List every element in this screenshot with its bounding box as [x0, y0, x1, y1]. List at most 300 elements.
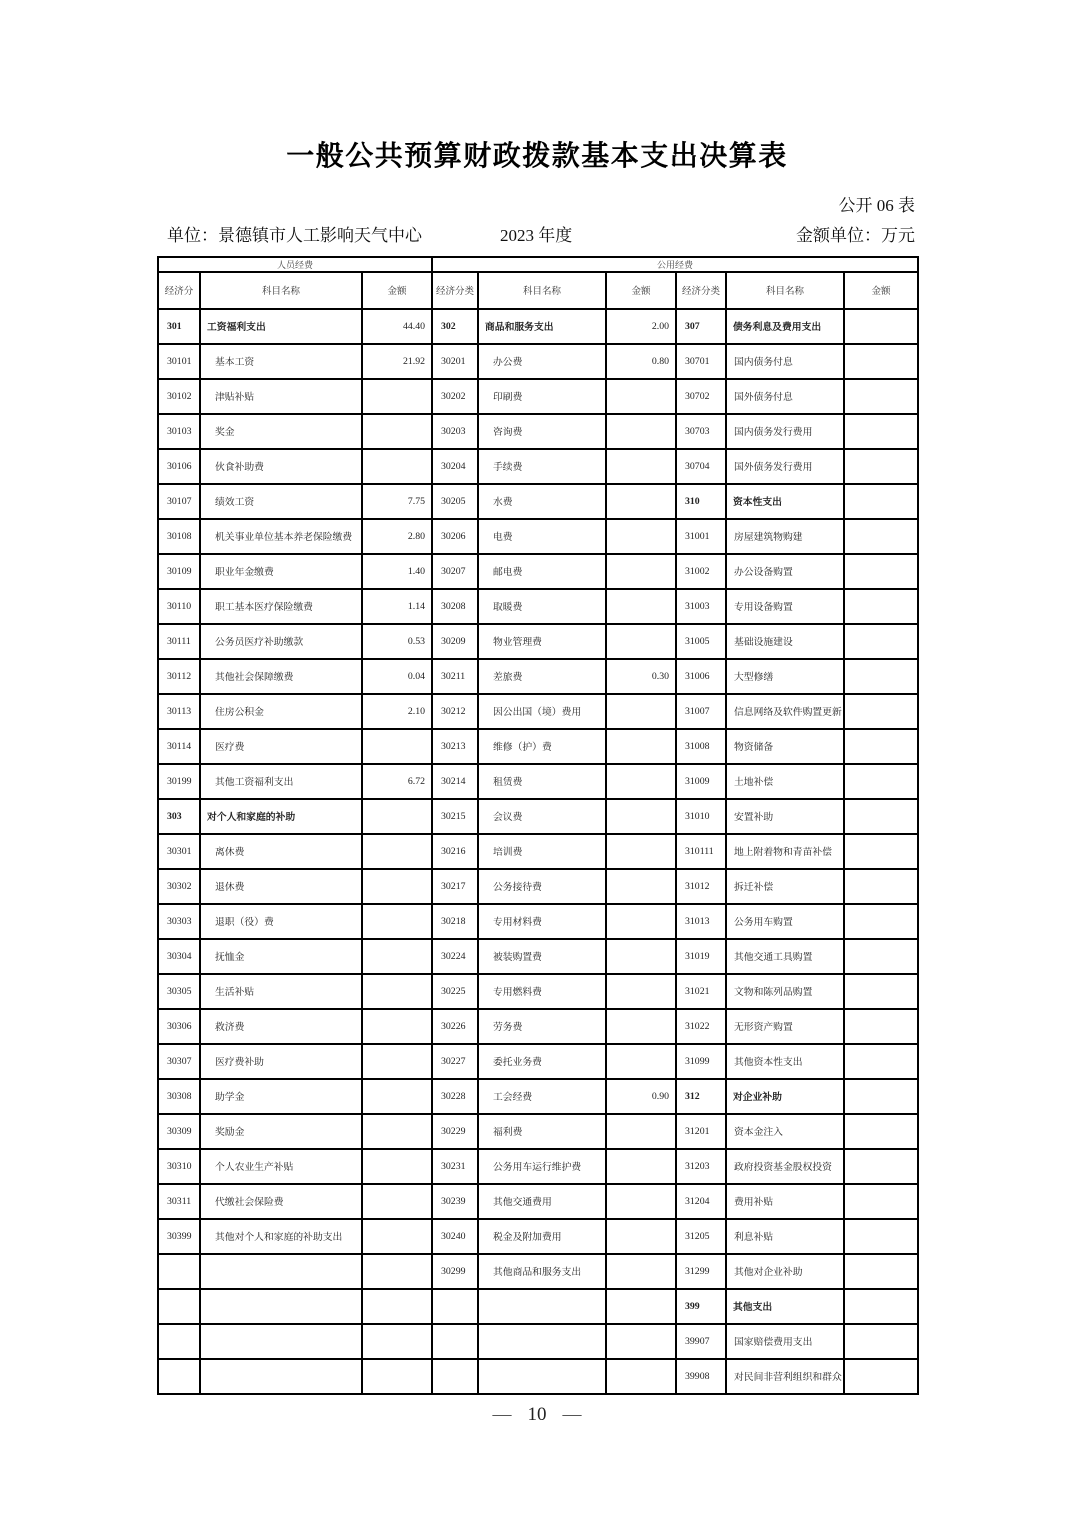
table-row	[158, 519, 918, 554]
amount-cell	[844, 1044, 918, 1079]
econ-class-code-cell: 30305	[158, 974, 200, 1009]
amount-cell	[362, 379, 432, 414]
econ-class-code-cell: 30307	[158, 1044, 200, 1079]
amount-cell	[362, 1254, 432, 1289]
table-row	[158, 1324, 918, 1359]
amount-cell	[844, 1254, 918, 1289]
subject-name-cell: 费用补贴	[726, 1184, 844, 1219]
subject-name-cell: 被装购置费	[478, 939, 606, 974]
amount-cell	[362, 1114, 432, 1149]
econ-class-code-cell: 302	[432, 309, 478, 344]
econ-class-code-cell	[158, 1254, 200, 1289]
amount-cell	[606, 379, 676, 414]
econ-class-code-cell: 30240	[432, 1219, 478, 1254]
subject-name-cell: 无形资产购置	[726, 1009, 844, 1044]
subject-name-cell: 住房公积金	[200, 694, 362, 729]
subject-name-cell	[200, 1359, 362, 1394]
subject-name-cell: 伙食补助费	[200, 449, 362, 484]
econ-class-code-cell: 30101	[158, 344, 200, 379]
amount-cell	[844, 869, 918, 904]
amount-cell	[606, 1324, 676, 1359]
unit-label: 单位：景德镇市人工影响天气中心	[167, 225, 422, 245]
econ-class-code-cell: 31204	[676, 1184, 726, 1219]
subject-name-cell: 其他资本性支出	[726, 1044, 844, 1079]
table-row	[158, 449, 918, 484]
econ-class-code-cell: 30102	[158, 379, 200, 414]
page-number-value: 10	[527, 1404, 547, 1425]
page-number-left-dash: —	[492, 1404, 512, 1425]
table-row	[158, 659, 918, 694]
econ-class-code-cell: 31007	[676, 694, 726, 729]
column-header: 科目名称	[478, 272, 606, 309]
amount-cell	[362, 1219, 432, 1254]
table-row	[158, 309, 918, 344]
econ-class-code-cell: 30110	[158, 589, 200, 624]
subject-name-cell: 抚恤金	[200, 939, 362, 974]
group-header-public-funds: 公用经费	[432, 257, 918, 272]
econ-class-code-cell: 30107	[158, 484, 200, 519]
amount-cell	[362, 449, 432, 484]
econ-class-code-cell: 31203	[676, 1149, 726, 1184]
amount-cell	[606, 519, 676, 554]
subject-name-cell: 工会经费	[478, 1079, 606, 1114]
table-row	[158, 904, 918, 939]
subject-name-cell: 奖金	[200, 414, 362, 449]
column-header: 金额	[362, 272, 432, 309]
amount-cell	[606, 764, 676, 799]
amount-cell	[844, 449, 918, 484]
amount-cell	[606, 939, 676, 974]
amount-cell	[362, 869, 432, 904]
subject-name-cell: 电费	[478, 519, 606, 554]
subject-name-cell: 租赁费	[478, 764, 606, 799]
table-row	[158, 1359, 918, 1394]
subject-name-cell: 大型修缮	[726, 659, 844, 694]
econ-class-code-cell: 31003	[676, 589, 726, 624]
amount-cell	[844, 1359, 918, 1394]
econ-class-code-cell: 31021	[676, 974, 726, 1009]
table-row	[158, 974, 918, 1009]
amount-cell	[606, 1359, 676, 1394]
amount-cell	[844, 1114, 918, 1149]
econ-class-code-cell: 310	[676, 484, 726, 519]
table-row	[158, 729, 918, 764]
table-row	[158, 1114, 918, 1149]
amount-cell	[362, 974, 432, 1009]
table-body	[158, 309, 918, 1394]
subject-name-cell: 机关事业单位基本养老保险缴费	[200, 519, 362, 554]
econ-class-code-cell: 31008	[676, 729, 726, 764]
econ-class-code-cell: 30229	[432, 1114, 478, 1149]
subject-name-cell: 政府投资基金股权投资	[726, 1149, 844, 1184]
column-header: 经济分类	[676, 272, 726, 309]
econ-class-code-cell: 30103	[158, 414, 200, 449]
econ-class-code-cell: 30207	[432, 554, 478, 589]
econ-class-code-cell: 310111	[676, 834, 726, 869]
subject-name-cell: 文物和陈列品购置	[726, 974, 844, 1009]
econ-class-code-cell: 312	[676, 1079, 726, 1114]
econ-class-code-cell: 31019	[676, 939, 726, 974]
econ-class-code-cell: 303	[158, 799, 200, 834]
amount-cell	[844, 379, 918, 414]
table-row	[158, 869, 918, 904]
amount-cell: 1.14	[362, 589, 432, 624]
amount-cell	[844, 729, 918, 764]
amount-cell	[844, 309, 918, 344]
econ-class-code-cell: 30203	[432, 414, 478, 449]
column-header: 科目名称	[726, 272, 844, 309]
amount-cell	[606, 1219, 676, 1254]
subject-name-cell: 税金及附加费用	[478, 1219, 606, 1254]
amount-cell	[844, 1149, 918, 1184]
econ-class-code-cell: 30106	[158, 449, 200, 484]
amount-cell	[606, 904, 676, 939]
subject-name-cell: 国内债务发行费用	[726, 414, 844, 449]
subject-name-cell: 拆迁补偿	[726, 869, 844, 904]
table-row	[158, 1079, 918, 1114]
subject-name-cell: 公务用车购置	[726, 904, 844, 939]
amount-cell	[362, 1359, 432, 1394]
subject-name-cell: 代缴社会保险费	[200, 1184, 362, 1219]
table-row	[158, 1254, 918, 1289]
amount-cell	[844, 939, 918, 974]
amount-cell	[844, 589, 918, 624]
amount-cell: 0.80	[606, 344, 676, 379]
subject-name-cell: 专用材料费	[478, 904, 606, 939]
econ-class-code-cell: 30224	[432, 939, 478, 974]
econ-class-code-cell: 399	[676, 1289, 726, 1324]
amount-cell	[362, 834, 432, 869]
amount-cell	[844, 1324, 918, 1359]
amount-cell	[606, 1184, 676, 1219]
column-header: 科目名称	[200, 272, 362, 309]
amount-cell	[606, 799, 676, 834]
subject-name-cell: 其他交通费用	[478, 1184, 606, 1219]
econ-class-code-cell: 30304	[158, 939, 200, 974]
amount-cell	[362, 1079, 432, 1114]
table-head	[158, 257, 918, 309]
group-header-row	[158, 257, 918, 272]
econ-class-code-cell: 30202	[432, 379, 478, 414]
subject-name-cell: 取暖费	[478, 589, 606, 624]
amount-cell	[844, 1289, 918, 1324]
amount-cell	[606, 414, 676, 449]
amount-cell: 2.00	[606, 309, 676, 344]
econ-class-code-cell	[158, 1359, 200, 1394]
subject-name-cell	[478, 1324, 606, 1359]
econ-class-code-cell: 30231	[432, 1149, 478, 1184]
econ-class-code-cell: 31012	[676, 869, 726, 904]
table-row	[158, 624, 918, 659]
subject-name-cell: 生活补贴	[200, 974, 362, 1009]
econ-class-code-cell	[158, 1289, 200, 1324]
subject-name-cell	[200, 1254, 362, 1289]
econ-class-code-cell: 30309	[158, 1114, 200, 1149]
table-row	[158, 1149, 918, 1184]
subject-name-cell: 培训费	[478, 834, 606, 869]
amount-cell	[844, 624, 918, 659]
econ-class-code-cell: 30209	[432, 624, 478, 659]
column-header: 经济分	[158, 272, 200, 309]
subject-name-cell	[200, 1289, 362, 1324]
econ-class-code-cell	[432, 1289, 478, 1324]
subject-name-cell: 其他工资福利支出	[200, 764, 362, 799]
econ-class-code-cell: 30112	[158, 659, 200, 694]
table-row	[158, 589, 918, 624]
econ-class-code-cell: 30308	[158, 1079, 200, 1114]
econ-class-code-cell: 39907	[676, 1324, 726, 1359]
econ-class-code-cell: 31002	[676, 554, 726, 589]
table-row	[158, 1289, 918, 1324]
subject-name-cell: 资本性支出	[726, 484, 844, 519]
page-title: 一般公共预算财政拨款基本支出决算表	[286, 140, 788, 171]
econ-class-code-cell: 30205	[432, 484, 478, 519]
econ-class-code-cell: 30301	[158, 834, 200, 869]
table-row	[158, 344, 918, 379]
subject-name-cell: 办公费	[478, 344, 606, 379]
subject-name-cell: 手续费	[478, 449, 606, 484]
subject-name-cell: 国外债务付息	[726, 379, 844, 414]
subject-name-cell: 个人农业生产补贴	[200, 1149, 362, 1184]
subject-name-cell: 因公出国（境）费用	[478, 694, 606, 729]
column-header: 经济分类	[432, 272, 478, 309]
econ-class-code-cell: 30306	[158, 1009, 200, 1044]
econ-class-code-cell: 31005	[676, 624, 726, 659]
group-header-personnel-funds: 人员经费	[158, 257, 432, 272]
amount-cell	[362, 1289, 432, 1324]
subject-name-cell: 救济费	[200, 1009, 362, 1044]
table-row	[158, 834, 918, 869]
econ-class-code-cell: 30214	[432, 764, 478, 799]
amount-cell	[844, 484, 918, 519]
subject-name-cell: 福利费	[478, 1114, 606, 1149]
subject-name-cell: 土地补偿	[726, 764, 844, 799]
subject-name-cell: 奖励金	[200, 1114, 362, 1149]
subject-name-cell: 维修（护）费	[478, 729, 606, 764]
subject-name-cell: 退休费	[200, 869, 362, 904]
table-row	[158, 1184, 918, 1219]
subject-name-cell: 委托业务费	[478, 1044, 606, 1079]
econ-class-code-cell: 30201	[432, 344, 478, 379]
econ-class-code-cell: 30215	[432, 799, 478, 834]
amount-cell	[362, 799, 432, 834]
subject-name-cell: 对企业补助	[726, 1079, 844, 1114]
subject-name-cell: 医疗费	[200, 729, 362, 764]
subject-name-cell: 对个人和家庭的补助	[200, 799, 362, 834]
econ-class-code-cell: 30109	[158, 554, 200, 589]
amount-cell	[362, 904, 432, 939]
econ-class-code-cell: 30227	[432, 1044, 478, 1079]
subject-name-cell: 医疗费补助	[200, 1044, 362, 1079]
econ-class-code-cell: 30225	[432, 974, 478, 1009]
subject-name-cell: 其他支出	[726, 1289, 844, 1324]
subject-name-cell: 国外债务发行费用	[726, 449, 844, 484]
table-row	[158, 484, 918, 519]
econ-class-code-cell: 30310	[158, 1149, 200, 1184]
table-row	[158, 764, 918, 799]
econ-class-code-cell: 30208	[432, 589, 478, 624]
amount-cell	[844, 834, 918, 869]
subject-name-cell: 印刷费	[478, 379, 606, 414]
amount-cell: 0.04	[362, 659, 432, 694]
econ-class-code-cell: 30299	[432, 1254, 478, 1289]
table-row	[158, 1219, 918, 1254]
amount-cell: 0.90	[606, 1079, 676, 1114]
page-number-right-dash: —	[562, 1404, 582, 1425]
subject-name-cell: 其他交通工具购置	[726, 939, 844, 974]
amount-cell	[606, 624, 676, 659]
subject-name-cell: 差旅费	[478, 659, 606, 694]
table-row	[158, 939, 918, 974]
subject-name-cell: 水费	[478, 484, 606, 519]
subject-name-cell: 安置补助	[726, 799, 844, 834]
econ-class-code-cell: 30704	[676, 449, 726, 484]
subject-name-cell: 工资福利支出	[200, 309, 362, 344]
econ-class-code-cell: 31001	[676, 519, 726, 554]
econ-class-code-cell: 30702	[676, 379, 726, 414]
econ-class-code-cell: 39908	[676, 1359, 726, 1394]
amount-cell	[606, 1289, 676, 1324]
econ-class-code-cell: 30212	[432, 694, 478, 729]
amount-cell	[844, 694, 918, 729]
econ-class-code-cell: 31010	[676, 799, 726, 834]
subject-name-cell: 债务利息及费用支出	[726, 309, 844, 344]
econ-class-code-cell: 30114	[158, 729, 200, 764]
econ-class-code-cell: 31009	[676, 764, 726, 799]
amount-cell	[844, 519, 918, 554]
amount-cell: 2.10	[362, 694, 432, 729]
expenditure-table	[157, 256, 919, 1395]
econ-class-code-cell: 31099	[676, 1044, 726, 1079]
amount-cell	[606, 589, 676, 624]
subject-name-cell	[200, 1324, 362, 1359]
econ-class-code-cell: 31299	[676, 1254, 726, 1289]
subject-name-cell: 信息网络及软件购置更新	[726, 694, 844, 729]
econ-class-code-cell: 31013	[676, 904, 726, 939]
econ-class-code-cell: 30211	[432, 659, 478, 694]
column-header: 金额	[606, 272, 676, 309]
amount-cell	[606, 1114, 676, 1149]
econ-class-code-cell: 31201	[676, 1114, 726, 1149]
amount-cell	[362, 1184, 432, 1219]
econ-class-code-cell: 30217	[432, 869, 478, 904]
fiscal-year-label: 2023 年度	[500, 225, 573, 245]
page-number	[0, 1404, 1074, 1426]
amount-cell	[844, 344, 918, 379]
amount-cell	[606, 974, 676, 1009]
econ-class-code-cell: 30113	[158, 694, 200, 729]
subject-name-cell: 物资储备	[726, 729, 844, 764]
amount-cell: 44.40	[362, 309, 432, 344]
amount-cell	[844, 659, 918, 694]
table-row	[158, 379, 918, 414]
subject-name-cell	[478, 1289, 606, 1324]
econ-class-code-cell: 30213	[432, 729, 478, 764]
subject-name-cell: 邮电费	[478, 554, 606, 589]
amount-cell	[844, 904, 918, 939]
econ-class-code-cell: 30108	[158, 519, 200, 554]
econ-class-code-cell: 30199	[158, 764, 200, 799]
econ-class-code-cell: 30701	[676, 344, 726, 379]
amount-cell	[606, 729, 676, 764]
amount-cell	[606, 449, 676, 484]
column-header-row	[158, 272, 918, 309]
subject-name-cell: 商品和服务支出	[478, 309, 606, 344]
amount-cell	[844, 1184, 918, 1219]
econ-class-code-cell: 30216	[432, 834, 478, 869]
amount-cell	[844, 1009, 918, 1044]
econ-class-code-cell: 307	[676, 309, 726, 344]
subject-name-cell: 利息补贴	[726, 1219, 844, 1254]
econ-class-code-cell: 30111	[158, 624, 200, 659]
subject-name-cell: 地上附着物和青苗补偿	[726, 834, 844, 869]
amount-cell	[362, 1009, 432, 1044]
amount-cell	[606, 484, 676, 519]
subject-name-cell: 退职（役）费	[200, 904, 362, 939]
econ-class-code-cell: 31006	[676, 659, 726, 694]
amount-cell: 1.40	[362, 554, 432, 589]
econ-class-code-cell: 30311	[158, 1184, 200, 1219]
table-row	[158, 799, 918, 834]
document-content	[157, 0, 917, 1395]
subject-name-cell: 物业管理费	[478, 624, 606, 659]
amount-cell	[606, 694, 676, 729]
table-row	[158, 694, 918, 729]
amount-cell	[606, 1044, 676, 1079]
econ-class-code-cell: 31022	[676, 1009, 726, 1044]
table-row	[158, 1044, 918, 1079]
subject-name-cell: 专用燃料费	[478, 974, 606, 1009]
amount-cell: 0.53	[362, 624, 432, 659]
subject-name-cell: 会议费	[478, 799, 606, 834]
subject-name-cell: 国内债务付息	[726, 344, 844, 379]
amount-cell	[844, 1219, 918, 1254]
econ-class-code-cell	[432, 1359, 478, 1394]
econ-class-code-cell: 301	[158, 309, 200, 344]
info-row	[157, 221, 917, 245]
amount-cell: 6.72	[362, 764, 432, 799]
subject-name-cell: 职工基本医疗保险缴费	[200, 589, 362, 624]
econ-class-code-cell: 30239	[432, 1184, 478, 1219]
subject-name-cell: 助学金	[200, 1079, 362, 1114]
econ-class-code-cell: 30204	[432, 449, 478, 484]
econ-class-code-cell: 31205	[676, 1219, 726, 1254]
amount-cell	[606, 1009, 676, 1044]
subject-name-cell: 劳务费	[478, 1009, 606, 1044]
subject-name-cell: 专用设备购置	[726, 589, 844, 624]
subject-name-cell	[478, 1359, 606, 1394]
subject-name-cell: 其他商品和服务支出	[478, 1254, 606, 1289]
amount-cell	[362, 1324, 432, 1359]
subject-name-cell: 国家赔偿费用支出	[726, 1324, 844, 1359]
amount-cell: 2.80	[362, 519, 432, 554]
amount-cell	[362, 414, 432, 449]
subject-name-cell: 职业年金缴费	[200, 554, 362, 589]
subject-name-cell: 公务员医疗补助缴款	[200, 624, 362, 659]
subject-name-cell: 对民间非营利组织和群众	[726, 1359, 844, 1394]
econ-class-code-cell: 30703	[676, 414, 726, 449]
subject-name-cell: 房屋建筑物购建	[726, 519, 844, 554]
subject-name-cell: 绩效工资	[200, 484, 362, 519]
amount-cell	[606, 869, 676, 904]
subject-name-cell: 基本工资	[200, 344, 362, 379]
econ-class-code-cell	[158, 1324, 200, 1359]
amount-cell	[362, 1044, 432, 1079]
econ-class-code-cell: 30302	[158, 869, 200, 904]
amount-cell	[844, 974, 918, 1009]
subject-name-cell: 其他社会保障缴费	[200, 659, 362, 694]
amount-cell	[606, 834, 676, 869]
